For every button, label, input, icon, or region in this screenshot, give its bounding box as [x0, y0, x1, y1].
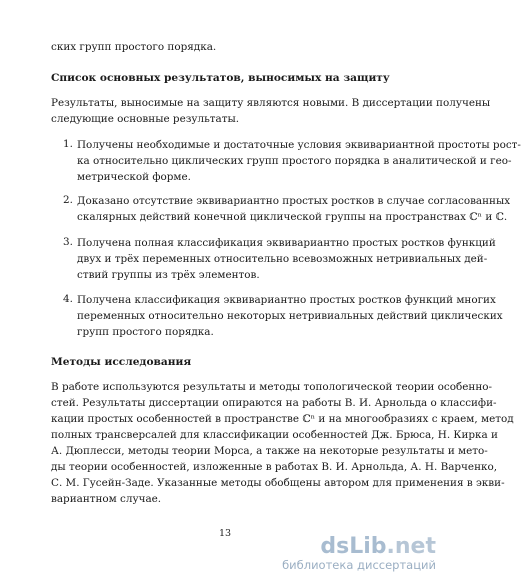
watermark	[282, 534, 436, 574]
list-item-line: групп простого порядка.	[77, 326, 214, 338]
intro-line-1: Результаты, выносимые на защиту являются новыми. В диссертации получены	[51, 97, 491, 109]
list-item-line: Доказано отсутствие эквивариантно простых ростков в случае согласованных	[77, 195, 511, 207]
list-item-line: переменных относительно некоторых нетривиальных действий циклических	[77, 310, 503, 322]
list-item-number: 4.	[63, 293, 73, 305]
page-number: 13	[218, 528, 232, 539]
list-item-line: скалярных действий конечной циклической группы на пространствах ℂⁿ и ℂ.	[77, 211, 508, 223]
paragraph-line: С. М. Гусейн-Заде. Указанные методы обобщены автором для применения в экви-	[51, 477, 505, 489]
list-item-number: 3.	[63, 236, 73, 248]
section-heading-results: Список основных результатов, выносимых на защиту	[51, 72, 390, 84]
list-item-line: метрической форме.	[77, 171, 191, 183]
watermark-logo	[320, 534, 436, 559]
list-item-number: 2.	[63, 194, 73, 206]
list-item-line: ствий группы из трёх элементов.	[77, 269, 260, 281]
paragraph-line: вариантном случае.	[51, 493, 162, 505]
list-item-line: Получена классификация эквивариантно простых ростков функций многих	[77, 294, 496, 306]
list-item-number: 1.	[63, 138, 73, 150]
intro-line-2: следующие основные результаты.	[51, 113, 240, 125]
list-item-line: Получена полная классификация эквивариантно простых ростков функций	[77, 237, 496, 249]
watermark-subtitle: библиотека диссертаций	[282, 558, 436, 572]
list-item-line: двух и трёх переменных относительно всевозможных нетривиальных дей-	[77, 253, 488, 265]
section-heading-methods: Методы исследования	[51, 356, 192, 368]
paragraph-line: А. Дюплесси, методы теории Морса, а также на некоторые результаты и мето-	[51, 445, 488, 457]
list-item-line: ка относительно циклических групп простого порядка в аналитической и гео-	[77, 155, 512, 167]
list-item-line: Получены необходимые и достаточные условия эквивариантной простоты рост-	[77, 139, 521, 151]
paragraph-line: кации простых особенностей в пространстве ℂⁿ и на многообразиях с краем, метод	[51, 413, 514, 425]
watermark-logo-main: dsLib	[320, 534, 387, 559]
paragraph-line: ды теории особенностей, изложенные в работах В. И. Арнольда, А. Н. Варченко,	[51, 461, 498, 473]
paragraph-line: В работе используются результаты и методы топологической теории особенно-	[51, 381, 493, 393]
paragraph-line: полных трансверсалей для классификации особенностей Дж. Брюса, Н. Кирка и	[51, 429, 498, 441]
paragraph-line: стей. Результаты диссертации опираются на работы В. И. Арнольда о классифи-	[51, 397, 497, 409]
watermark-logo-tld: .net	[386, 534, 436, 559]
top-fragment: ских групп простого порядка.	[51, 41, 217, 53]
